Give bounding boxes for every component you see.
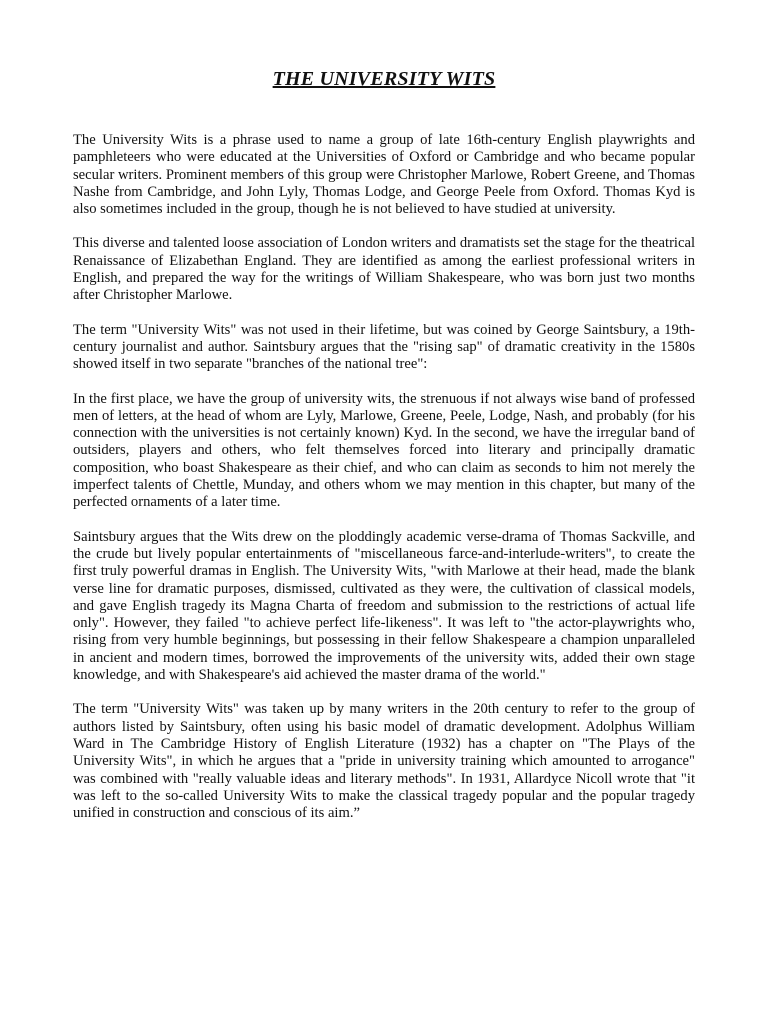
paragraph-1: The University Wits is a phrase used to name a group of late 16th-century English playwrights and pamphleteers who were educated at the Universities of Oxford or Cambridge and who became popular secular writers. Prominent members of this group were Christopher Marlowe, Robert Greene, and Thomas Nashe from Cambridge, and John Lyly, Thomas Lodge, and George Peele from Oxford. Thomas Kyd is also sometimes included in the group, though he is not believed to have studied at university.	[73, 132, 695, 218]
paragraph-4-quotation: In the first place, we have the group of university wits, the strenuous if not always wise band of professed men of letters, at the head of whom are Lyly, Marlowe, Greene, Peele, Lodge, Nash, and probably (for his connection with the universities is not certainly known) Kyd. In the second, we have the irregular band of outsiders, players and others, who felt themselves forced into literary and principally dramatic composition, who boast Shakespeare as their chief, and who can claim as seconds to him not merely the imperfect talents of Chettle, Munday, and others whom we may mention in this chapter, but many of the perfected ornaments of a later time.	[73, 390, 695, 511]
paragraph-5: Saintsbury argues that the Wits drew on the ploddingly academic verse-drama of Thomas Sackville, and the crude but lively popular entertainments of "miscellaneous farce-and-interlude-writers", to create the first truly powerful dramas in English. The University Wits, "with Marlowe at their head, made the blank verse line for dramatic purposes, dismissed, cultivated as they were, the cultivation of classical models, and gave English tragedy its Magna Charta of freedom and submission to the restrictions of actual life only". However, they failed "to achieve perfect life-likeness". It was left to "the actor-playwrights who, rising from very humble beginnings, but possessing in their fellow Shakespeare a champion unparalleled in ancient and modern times, borrowed the improvements of the university wits, added their own stage knowledge, and with Shakespeare's aid achieved the master drama of the world."	[73, 528, 695, 684]
paragraph-6: The term "University Wits" was taken up by many writers in the 20th century to refer to the group of authors listed by Saintsbury, often using his basic model of dramatic development. Adolphus William Ward in The Cambridge History of English Literature (1932) has a chapter on "The Plays of the University Wits", in which he argues that a "pride in university training which amounted to arrogance" was combined with "really valuable ideas and literary methods". In 1931, Allardyce Nicoll wrote that "it was left to the so-called University Wits to make the classical tragedy popular and the popular tragedy unified in construction and conscious of its aim.”	[73, 701, 695, 822]
paragraph-3: The term "University Wits" was not used in their lifetime, but was coined by George Saintsbury, a 19th-century journalist and author. Saintsbury argues that the "rising sap" of dramatic creativity in the 1580s showed itself in two separate "branches of the national tree":	[73, 321, 695, 373]
paragraph-2: This diverse and talented loose association of London writers and dramatists set the stage for the theatrical Renaissance of Elizabethan England. They are identified as among the earliest professional writers in English, and prepared the way for the writings of William Shakespeare, who was born just two months after Christopher Marlowe.	[73, 235, 695, 304]
document-title: THE UNIVERSITY WITS	[272, 68, 496, 90]
